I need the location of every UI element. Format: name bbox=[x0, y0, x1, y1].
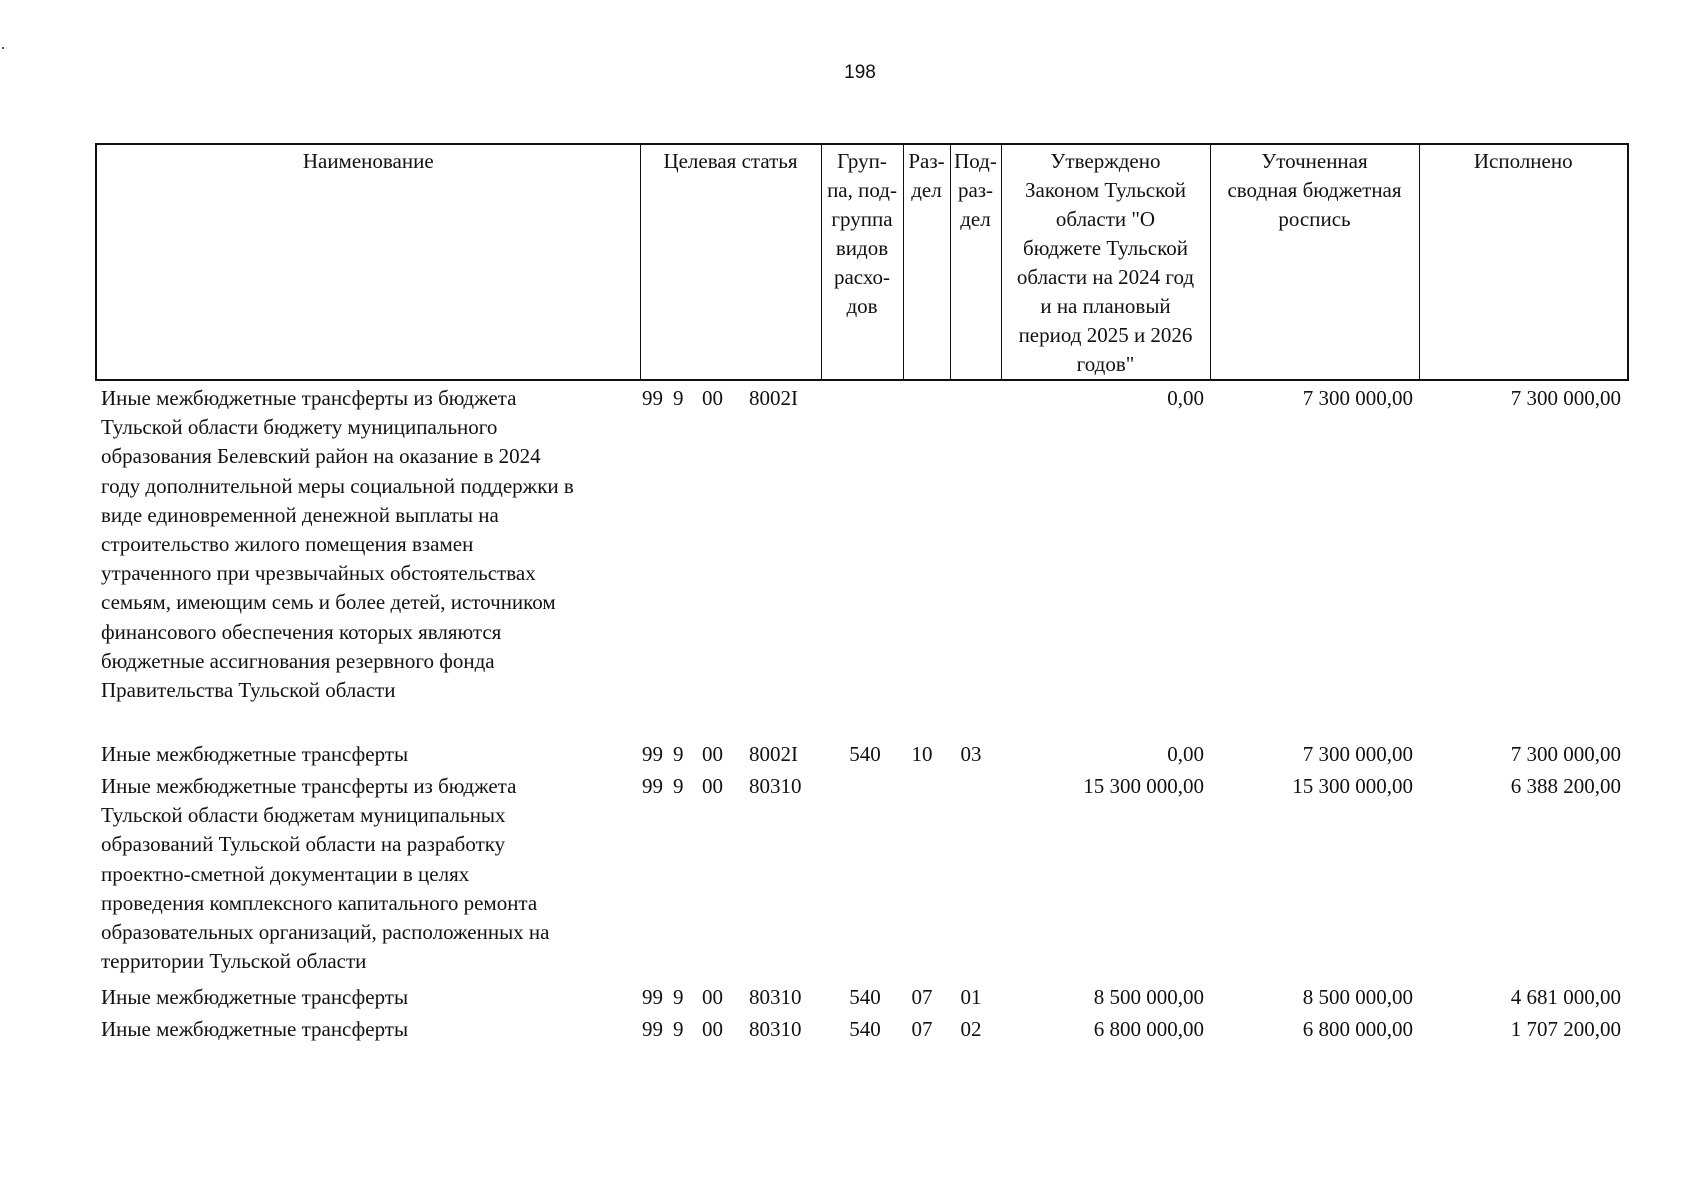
target-article-program: 99 bbox=[642, 386, 663, 410]
approved-amount: 6 800 000,00 bbox=[1093, 1017, 1204, 1041]
target-article-program: 99 bbox=[642, 985, 663, 1009]
expense-group: 540 bbox=[849, 985, 881, 1009]
target-article-direction: 80310 bbox=[749, 774, 802, 798]
target-article-program: 99 bbox=[642, 774, 663, 798]
section: 10 bbox=[911, 742, 933, 766]
row-name: Иные межбюджетные трансферты bbox=[101, 1017, 409, 1041]
page-number: 198 bbox=[844, 62, 876, 83]
approved-amount: 0,00 bbox=[1167, 386, 1204, 410]
target-article-subprogram: 9 bbox=[673, 742, 684, 766]
subsection: 01 bbox=[960, 985, 982, 1009]
target-article-subprogram: 9 bbox=[673, 386, 684, 410]
header-group: Груп- па, под- группа видов расхо- дов bbox=[821, 144, 903, 380]
row-name: Иные межбюджетные трансферты из бюджета Тульской области бюджету муниципального образования Белевский район на оказание в 2024 году дополнительной меры социальной поддержки в виде единовременной денежной выплаты на строительство жилого помещения взамен утраченного при чрезвычайных обстоятельствах семьям, имеющим семь и более детей, источником финансового обеспечения которых являются бюджетные ассигнования резервного фонда Правительства Тульской области bbox=[101, 386, 574, 703]
target-article-main: 00 bbox=[702, 1017, 723, 1041]
executed-amount: 1 707 200,00 bbox=[1510, 1017, 1621, 1041]
target-article-direction: 8002I bbox=[749, 386, 798, 410]
executed-amount: 4 681 000,00 bbox=[1510, 985, 1621, 1009]
target-article-direction: 80310 bbox=[749, 985, 802, 1009]
approved-amount: 8 500 000,00 bbox=[1093, 985, 1204, 1009]
target-article-main: 00 bbox=[702, 386, 723, 410]
header-section: Раз- дел bbox=[903, 144, 950, 380]
refined-amount: 7 300 000,00 bbox=[1302, 386, 1413, 410]
subsection: 02 bbox=[960, 1017, 982, 1041]
header-name: Наименование bbox=[96, 144, 640, 380]
target-article-program: 99 bbox=[642, 742, 663, 766]
refined-amount: 15 300 000,00 bbox=[1292, 774, 1413, 798]
header-refined: Уточненная сводная бюджетная роспись bbox=[1210, 144, 1419, 380]
executed-amount: 7 300 000,00 bbox=[1510, 386, 1621, 410]
target-article-subprogram: 9 bbox=[673, 774, 684, 798]
row-name: Иные межбюджетные трансферты из бюджета Тульской области бюджетам муниципальных образований Тульской области на разработку проектно-сметной документации в целях проведения комплексного капитального ремонта образовательных организаций, расположенных на территории Тульской области bbox=[101, 774, 550, 974]
table-header bbox=[95, 143, 1629, 381]
expense-group: 540 bbox=[849, 1017, 881, 1041]
target-article-direction: 80310 bbox=[749, 1017, 802, 1041]
section: 07 bbox=[911, 985, 933, 1009]
approved-amount: 0,00 bbox=[1167, 742, 1204, 766]
target-article-direction: 8002I bbox=[749, 742, 798, 766]
target-article-main: 00 bbox=[702, 774, 723, 798]
target-article-main: 00 bbox=[702, 742, 723, 766]
target-article-program: 99 bbox=[642, 1017, 663, 1041]
refined-amount: 8 500 000,00 bbox=[1302, 985, 1413, 1009]
row-name: Иные межбюджетные трансферты bbox=[101, 985, 409, 1009]
scan-mark bbox=[2, 47, 4, 49]
section: 07 bbox=[911, 1017, 933, 1041]
header-executed: Исполнено bbox=[1419, 144, 1628, 380]
header-subsection: Под- раз- дел bbox=[950, 144, 1001, 380]
refined-amount: 7 300 000,00 bbox=[1302, 742, 1413, 766]
target-article-main: 00 bbox=[702, 985, 723, 1009]
expense-group: 540 bbox=[849, 742, 881, 766]
executed-amount: 6 388 200,00 bbox=[1510, 774, 1621, 798]
row-name: Иные межбюджетные трансферты bbox=[101, 742, 409, 766]
header-target-article: Целевая статья bbox=[640, 144, 821, 380]
header-approved: Утверждено Законом Тульской области "О бюджете Тульской области на 2024 год и на плановый период 2025 и 2026 годов" bbox=[1001, 144, 1210, 380]
subsection: 03 bbox=[960, 742, 982, 766]
refined-amount: 6 800 000,00 bbox=[1302, 1017, 1413, 1041]
executed-amount: 7 300 000,00 bbox=[1510, 742, 1621, 766]
target-article-subprogram: 9 bbox=[673, 1017, 684, 1041]
target-article-subprogram: 9 bbox=[673, 985, 684, 1009]
approved-amount: 15 300 000,00 bbox=[1083, 774, 1204, 798]
